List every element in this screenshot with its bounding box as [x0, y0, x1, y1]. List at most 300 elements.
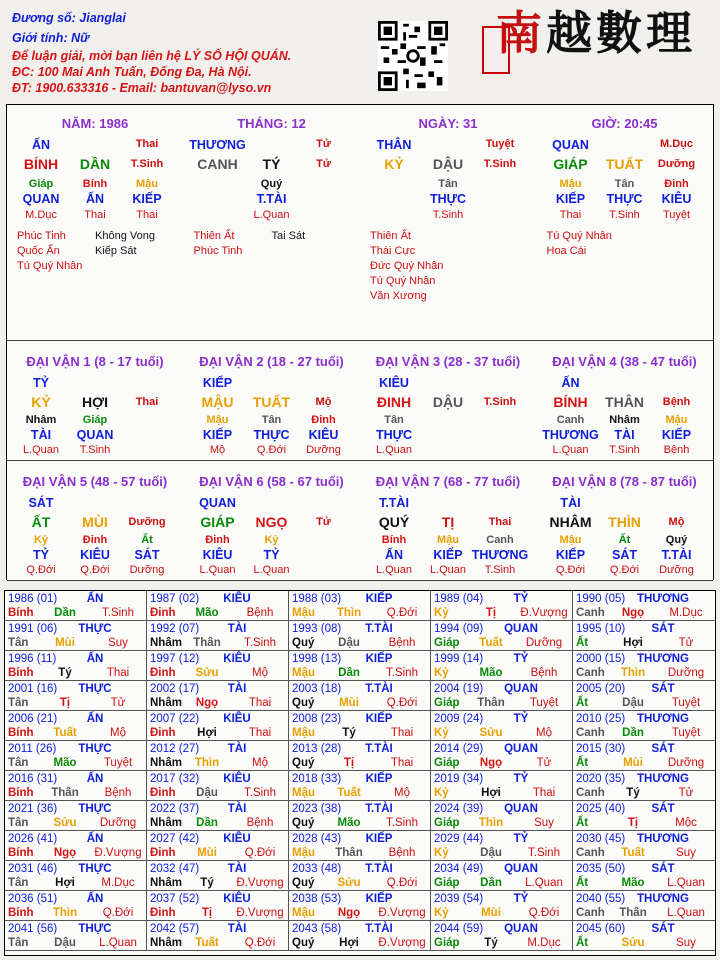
tang-can-ts: M.Dục: [25, 209, 57, 221]
thap-than: KIẾP: [202, 376, 233, 390]
year-truong-sinh: T.Sinh: [386, 667, 418, 679]
dia-chi: TUẤT: [252, 394, 291, 410]
than-sat-star: Thái Cực: [370, 245, 416, 257]
year-chi: Mùi: [623, 757, 643, 769]
year-thap-than: QUAN: [504, 743, 538, 755]
year-label: 2028 (43): [292, 833, 342, 845]
year-chi: Mùi: [339, 697, 359, 709]
year-can: Giáp: [434, 877, 460, 889]
year-label: 2013 (28): [292, 743, 342, 755]
tang-can-ts: L.Quan: [552, 444, 589, 456]
year-cell: [147, 921, 289, 951]
year-can: Giáp: [434, 697, 460, 709]
chi-truong-sinh: Thai: [135, 396, 159, 408]
tang-can-ts: T.Sinh: [79, 444, 111, 456]
year-label: 2043 (58): [292, 923, 342, 935]
than-sat-star: Thiên Ất: [193, 230, 235, 242]
thap-than: ẤN: [561, 376, 580, 390]
year-cell: [5, 921, 147, 951]
year-chi: Ngọ: [195, 697, 219, 709]
annual-luck-table: [4, 590, 716, 956]
year-truong-sinh: Dưỡng: [667, 757, 705, 769]
truong-sinh: Tử: [316, 138, 331, 150]
tang-can-than: TỶ: [33, 548, 49, 562]
tang-can: Kỷ: [33, 534, 49, 546]
year-cell: [573, 591, 715, 621]
tang-can-ts: Thai: [136, 209, 158, 221]
tang-can-than: THỰC: [375, 428, 413, 442]
year-chi: Thìn: [478, 817, 504, 829]
year-can: Bính: [8, 847, 34, 859]
year-truong-sinh: Thai: [106, 667, 130, 679]
tang-can-ts: Mộ: [209, 444, 226, 456]
tang-can-ts: Tuyệt: [662, 209, 691, 221]
tang-can: Quý: [260, 178, 283, 190]
year-truong-sinh: Đ.Vượng: [378, 937, 426, 949]
tang-can-ts: Q.Đới: [555, 564, 586, 576]
tang-can-ts: Dưỡng: [129, 564, 165, 576]
year-truong-sinh: Dưỡng: [99, 817, 137, 829]
year-can: Kỷ: [434, 847, 449, 859]
year-label: 2035 (50): [576, 863, 626, 875]
year-thap-than: TÀI: [227, 863, 247, 875]
year-thap-than: KIÊU: [223, 773, 251, 785]
tang-can-than: THỰC: [253, 428, 290, 442]
year-label: 2004 (19): [434, 683, 484, 695]
tang-can-ts: L.Quan: [199, 564, 236, 576]
dia-chi: THÂN: [605, 394, 644, 410]
year-label: 2017 (32): [150, 773, 200, 785]
year-chi: Tuất: [53, 727, 77, 739]
year-cell: [431, 651, 573, 681]
year-chi: Tuất: [621, 847, 645, 859]
year-cell: [289, 681, 431, 711]
year-cell: [289, 861, 431, 891]
year-cell: [431, 771, 573, 801]
tang-can-ts: Q.Đới: [26, 564, 56, 576]
year-cell: [289, 771, 431, 801]
tang-can-ts: T.Sinh: [609, 444, 640, 456]
year-cell: [573, 831, 715, 861]
year-cell: [5, 711, 147, 741]
tang-can-than: KIÊU: [80, 548, 110, 562]
grid-cell: [537, 105, 714, 341]
year-can: Quý: [292, 757, 315, 769]
grid-cell: [360, 105, 538, 341]
year-cell: [289, 831, 431, 861]
year-truong-sinh: M.Dục: [527, 937, 561, 949]
tang-can-than: QUAN: [22, 192, 60, 206]
year-thap-than: QUAN: [504, 623, 538, 635]
year-can: Nhâm: [150, 877, 182, 889]
year-can: Đinh: [150, 667, 176, 679]
year-cell: [147, 591, 289, 621]
tang-can: Mậu: [559, 534, 582, 546]
chi-truong-sinh: Mộ: [668, 516, 685, 528]
tang-can: Tân: [384, 414, 404, 426]
thien-can: GIÁP: [553, 156, 588, 172]
year-can: Ất: [576, 877, 589, 889]
tang-can-than: T.TÀI: [661, 548, 692, 562]
tang-can-than: KIẾP: [202, 428, 233, 442]
year-chi: Dậu: [622, 697, 644, 709]
year-chi: Hợi: [55, 877, 75, 889]
year-chi: Sửu: [53, 817, 77, 829]
year-thap-than: KIẾP: [365, 893, 393, 905]
year-thap-than: KIÊU: [223, 593, 251, 605]
dai-van-title: ĐẠI VẬN 5 (48 - 57 tuổi): [22, 474, 168, 489]
year-label: 1991 (06): [8, 623, 58, 635]
year-truong-sinh: Dưỡng: [667, 667, 705, 679]
year-label: 1994 (09): [434, 623, 484, 635]
thien-can: BÍNH: [553, 394, 588, 410]
year-truong-sinh: Suy: [108, 637, 128, 649]
year-cell: [5, 891, 147, 921]
year-truong-sinh: Bệnh: [246, 607, 274, 619]
thap-than: ẤN: [31, 138, 51, 152]
grid-cell: [184, 341, 362, 461]
bazi-grid: [6, 104, 714, 580]
year-chi: Dần: [622, 727, 644, 739]
year-chi: Tị: [627, 817, 639, 829]
tang-can-than: ẤN: [384, 548, 404, 562]
year-truong-sinh: T.Sinh: [102, 607, 134, 619]
year-cell: [573, 921, 715, 951]
year-cell: [5, 801, 147, 831]
year-cell: [431, 591, 573, 621]
year-truong-sinh: M.Dục: [669, 607, 703, 619]
year-thap-than: THỰC: [78, 803, 112, 815]
year-chi: Tý: [626, 787, 640, 799]
year-truong-sinh: Tuyệt: [529, 697, 559, 709]
year-truong-sinh: Q.Đới: [386, 877, 418, 889]
year-cell: [573, 741, 715, 771]
year-can: Bính: [8, 907, 34, 919]
year-cell: [289, 741, 431, 771]
year-can: Đinh: [150, 727, 176, 739]
year-can: Canh: [576, 667, 605, 679]
year-can: Đinh: [150, 847, 176, 859]
year-cell: [431, 741, 573, 771]
year-label: 2029 (44): [434, 833, 484, 845]
year-chi: Thìn: [620, 667, 646, 679]
year-chi: Dậu: [338, 637, 360, 649]
year-cell: [5, 621, 147, 651]
year-truong-sinh: Bệnh: [388, 637, 416, 649]
chi-truong-sinh: Mộ: [315, 396, 332, 408]
year-thap-than: KIẾP: [365, 713, 393, 725]
grid-cell: [360, 341, 538, 461]
year-cell: [147, 771, 289, 801]
tang-can: Quý: [665, 534, 688, 546]
year-label: 2012 (27): [150, 743, 200, 755]
year-can: Đinh: [150, 907, 176, 919]
year-truong-sinh: Mộ: [536, 727, 552, 739]
year-can: Nhâm: [150, 697, 182, 709]
year-chi: Tị: [343, 757, 355, 769]
year-thap-than: THƯƠNG: [637, 593, 689, 605]
year-truong-sinh: Q.Đới: [528, 907, 560, 919]
chi-truong-sinh: Tử: [316, 158, 331, 170]
year-thap-than: KIÊU: [223, 713, 251, 725]
thien-can: BÍNH: [23, 156, 59, 172]
year-label: 2010 (25): [576, 713, 626, 725]
year-thap-than: T.TÀI: [365, 803, 393, 815]
year-cell: [147, 891, 289, 921]
year-chi: Mùi: [55, 637, 75, 649]
year-thap-than: TÀI: [227, 683, 247, 695]
chi-truong-sinh: Dưỡng: [657, 158, 696, 170]
year-cell: [289, 621, 431, 651]
year-truong-sinh: Bệnh: [246, 817, 274, 829]
tang-can: Nhâm: [25, 414, 57, 426]
year-cell: [5, 651, 147, 681]
year-chi: Thân: [51, 787, 79, 799]
dai-van-title: ĐẠI VẬN 4 (38 - 47 tuổi): [552, 354, 697, 369]
year-chi: Thân: [335, 847, 363, 859]
year-thap-than: TỶ: [513, 773, 529, 785]
year-chi: Mùi: [481, 907, 501, 919]
year-cell: [5, 591, 147, 621]
year-label: 2000 (15): [576, 653, 626, 665]
header: [0, 0, 720, 100]
pillar-title: NGÀY: 31: [418, 116, 478, 131]
year-thap-than: THƯƠNG: [637, 653, 689, 665]
year-chi: Sửu: [621, 937, 645, 949]
year-label: 2042 (57): [150, 923, 200, 935]
tang-can-ts: L.Quan: [22, 444, 60, 456]
tang-can-than: THƯƠNG: [542, 428, 599, 442]
year-chi: Dần: [196, 817, 218, 829]
year-truong-sinh: Q.Đới: [386, 697, 418, 709]
tang-can: Ất: [141, 534, 153, 546]
year-chi: Tị: [201, 907, 213, 919]
year-can: Đinh: [150, 787, 176, 799]
tang-can-than: KIẾP: [132, 192, 162, 206]
year-cell: [573, 771, 715, 801]
grid-cell: [184, 105, 362, 341]
year-chi: Tý: [342, 727, 356, 739]
year-can: Tân: [8, 877, 29, 889]
than-sat-star: Hoa Cái: [546, 245, 587, 257]
year-label: 2024 (39): [434, 803, 484, 815]
tang-can: Tân: [614, 178, 635, 190]
year-thap-than: TÀI: [227, 623, 247, 635]
tang-can-than: TÀI: [614, 428, 635, 442]
year-thap-than: TỶ: [513, 713, 529, 725]
dai-van-title: ĐẠI VẬN 3 (28 - 37 tuổi): [375, 354, 521, 369]
year-can: Kỷ: [434, 787, 449, 799]
year-can: Bính: [8, 787, 34, 799]
year-truong-sinh: Đ.Vượng: [520, 607, 568, 619]
year-label: 2015 (30): [576, 743, 626, 755]
tang-can-than: KIẾP: [555, 192, 586, 206]
year-truong-sinh: Tuyệt: [671, 727, 701, 739]
thien-can: QUÝ: [378, 514, 410, 530]
than-sat-star: Kiếp Sát: [95, 245, 137, 257]
year-label: 2002 (17): [150, 683, 200, 695]
year-truong-sinh: Bệnh: [530, 667, 558, 679]
year-chi: Mão: [53, 757, 77, 769]
year-cell: [573, 861, 715, 891]
tang-can: Tân: [438, 178, 458, 190]
year-cell: [289, 801, 431, 831]
year-label: 2019 (34): [434, 773, 484, 785]
year-can: Mậu: [292, 787, 315, 799]
year-thap-than: KIẾP: [365, 593, 393, 605]
chi-truong-sinh: Thai: [488, 516, 512, 528]
grid-cell: [537, 461, 714, 581]
year-chi: Thìn: [336, 607, 362, 619]
year-truong-sinh: Mộ: [252, 667, 268, 679]
year-label: 2008 (23): [292, 713, 342, 725]
contact-note: Để luận giải, mời bạn liên hệ LÝ SỐ HỘI QUÁN.: [12, 49, 292, 63]
year-truong-sinh: Thai: [390, 757, 414, 769]
phone-email: ĐT: 1900.633316 - Email: bantuvan@lyso.vn: [12, 81, 272, 95]
year-label: 1986 (01): [8, 593, 58, 605]
year-can: Ất: [576, 937, 589, 949]
year-label: 1996 (11): [8, 653, 57, 665]
year-chi: Mùi: [197, 847, 217, 859]
year-chi: Dần: [480, 877, 502, 889]
year-can: Mậu: [292, 907, 315, 919]
year-can: Bính: [8, 607, 34, 619]
year-can: Giáp: [434, 757, 460, 769]
year-truong-sinh: Thai: [248, 727, 272, 739]
year-thap-than: KIÊU: [223, 833, 251, 845]
year-label: 2027 (42): [150, 833, 200, 845]
year-label: 2001 (16): [8, 683, 58, 695]
year-truong-sinh: T.Sinh: [244, 787, 276, 799]
tang-can: Ất: [618, 534, 631, 546]
year-label: 1987 (02): [150, 593, 200, 605]
year-can: Bính: [8, 667, 34, 679]
tang-can-than: TỶ: [263, 548, 280, 562]
year-chi: Tuất: [195, 937, 219, 949]
tang-can-ts: Thai: [559, 209, 582, 221]
truong-sinh: Thai: [135, 138, 159, 150]
year-truong-sinh: Suy: [676, 847, 696, 859]
thien-can: ĐINH: [376, 394, 412, 410]
year-truong-sinh: L.Quan: [99, 937, 137, 949]
chi-truong-sinh: T.Sinh: [483, 158, 517, 170]
year-truong-sinh: Tuyệt: [103, 757, 133, 769]
year-chi: Mão: [479, 667, 503, 679]
tang-can: Bính: [381, 534, 407, 546]
year-truong-sinh: T.Sinh: [528, 847, 560, 859]
year-thap-than: ẤN: [86, 593, 104, 605]
year-can: Giáp: [434, 817, 460, 829]
year-can: Tân: [8, 697, 29, 709]
dia-chi: DẬU: [432, 394, 464, 410]
grid-cell: [537, 341, 714, 461]
year-cell: [289, 711, 431, 741]
thap-than: T.TÀI: [379, 496, 409, 510]
tang-can: Đinh: [205, 534, 230, 546]
tang-can: Nhâm: [609, 414, 640, 426]
year-can: Mậu: [292, 607, 315, 619]
year-truong-sinh: Suy: [676, 937, 696, 949]
year-cell: [147, 861, 289, 891]
tang-can-than: KIÊU: [308, 428, 339, 442]
year-thap-than: TÀI: [227, 803, 247, 815]
year-can: Canh: [576, 787, 605, 799]
year-chi: Thân: [477, 697, 505, 709]
year-chi: Hợi: [481, 787, 501, 799]
tang-can-than: KIẾP: [433, 548, 463, 562]
thap-than: TỶ: [33, 376, 49, 390]
than-sat-star: Đức Quý Nhân: [370, 260, 444, 272]
year-label: 2030 (45): [576, 833, 626, 845]
year-thap-than: T.TÀI: [365, 863, 393, 875]
year-cell: [431, 921, 573, 951]
year-label: 2033 (48): [292, 863, 342, 875]
dia-chi: MÙI: [82, 514, 108, 530]
year-label: 1989 (04): [434, 593, 484, 605]
year-label: 2025 (40): [576, 803, 626, 815]
dia-chi: TÝ: [262, 156, 281, 172]
year-truong-sinh: Bệnh: [388, 847, 416, 859]
thien-can: KỶ: [31, 394, 51, 410]
year-chi: Thìn: [194, 757, 220, 769]
than-sat-star: Văn Xương: [370, 290, 427, 302]
year-thap-than: KIÊU: [223, 893, 251, 905]
year-cell: [573, 891, 715, 921]
year-truong-sinh: Q.Đới: [244, 847, 276, 859]
year-thap-than: TÀI: [227, 923, 247, 935]
year-cell: [289, 891, 431, 921]
year-thap-than: T.TÀI: [365, 743, 393, 755]
year-can: Nhâm: [150, 817, 182, 829]
pillar-title: THÁNG: 12: [237, 116, 306, 131]
year-label: 2006 (21): [8, 713, 58, 725]
year-chi: Thân: [193, 637, 221, 649]
thap-than: QUAN: [552, 138, 589, 152]
year-truong-sinh: Q.Đới: [102, 907, 134, 919]
year-chi: Hợi: [197, 727, 217, 739]
gender: Giới tính: Nữ: [12, 31, 90, 45]
year-chi: Mão: [337, 817, 361, 829]
year-cell: [573, 711, 715, 741]
year-cell: [147, 801, 289, 831]
year-truong-sinh: Mộ: [394, 787, 410, 799]
year-chi: Ngọ: [337, 907, 361, 919]
than-sat-star: Thiên Ất: [370, 230, 411, 242]
year-label: 1999 (14): [434, 653, 484, 665]
year-thap-than: ẤN: [86, 833, 104, 845]
thien-can: GIÁP: [200, 514, 235, 530]
than-sat-star: Tú Quý Nhân: [546, 230, 612, 242]
year-thap-than: THƯƠNG: [637, 893, 689, 905]
year-thap-than: KIÊU: [223, 653, 251, 665]
year-label: 2014 (29): [434, 743, 484, 755]
year-thap-than: QUAN: [504, 923, 538, 935]
thien-can: CANH: [197, 156, 238, 172]
than-sat-star: Tú Quý Nhân: [17, 260, 83, 272]
year-label: 1992 (07): [150, 623, 200, 635]
year-truong-sinh: M.Dục: [101, 877, 135, 889]
year-thap-than: TỶ: [513, 893, 529, 905]
year-chi: Dần: [54, 607, 76, 619]
year-can: Nhâm: [150, 937, 182, 949]
year-cell: [573, 621, 715, 651]
year-chi: Ngọ: [621, 607, 645, 619]
year-truong-sinh: Tử: [678, 787, 694, 799]
year-cell: [5, 741, 147, 771]
year-cell: [147, 711, 289, 741]
tang-can: Giáp: [28, 178, 54, 190]
truong-sinh: M.Dục: [660, 138, 693, 150]
